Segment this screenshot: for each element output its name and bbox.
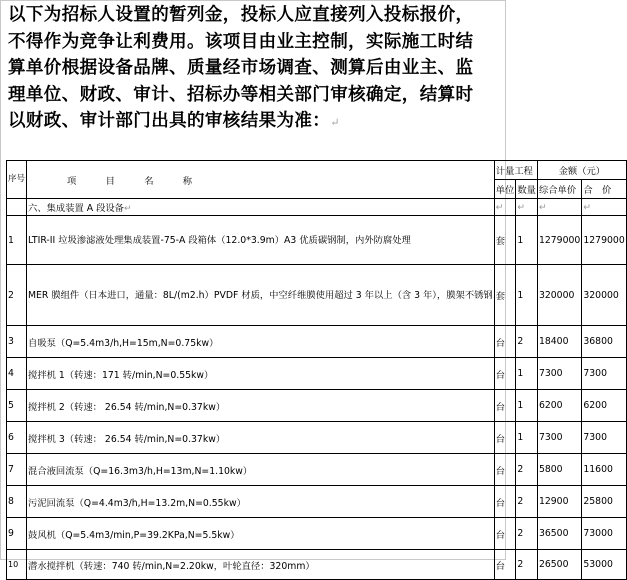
paragraph-line: 以下为招标人设置的暂列金，投标人应直接列入投标报价， (8, 5, 474, 25)
row-no: 8 (7, 486, 27, 518)
paragraph-line: 不得作为竞争让利费用。该项目由业主控制，实际施工时结 (8, 31, 474, 52)
row-total: 53000 (582, 550, 626, 580)
row-unit: 台 (494, 358, 516, 390)
row-name: LTIR-II 垃圾渗滤液处理集成装置-75-A 段箱体（12.0*3.9m）A3 优质碳钢制，内外防腐处理 (27, 216, 495, 265)
row-name: 搅拌机 3（转速： 26.54 转/min,N=0.37kw） (27, 422, 495, 454)
row-qty: 2 (516, 454, 538, 486)
table-row (7, 390, 627, 422)
row-no: 5 (7, 390, 27, 422)
table-row (7, 358, 627, 390)
row-unit-price: 6200 (537, 390, 581, 422)
row-unit-price: 18400 (537, 326, 581, 358)
row-unit: 台 (494, 326, 516, 358)
row-no: 6 (7, 422, 27, 454)
row-name: 搅拌机 1（转速：171 转/min,N=0.55kw） (27, 358, 495, 390)
row-unit-price: 12900 (537, 486, 581, 518)
row-unit: 套 (494, 216, 516, 265)
row-qty: 1 (516, 422, 538, 454)
row-name: 搅拌机 2（转速： 26.54 转/min,N=0.37kw） (27, 390, 495, 422)
row-qty: 1 (516, 216, 538, 265)
row-name: 鼓风机（Q=5.4m3/min,P=39.2KPa,N=5.5kw） (27, 518, 495, 550)
paragraph-line (8, 108, 504, 137)
paragraph-end-mark: ↵ (330, 116, 340, 129)
row-unit: 套 (494, 265, 516, 326)
row-unit-price: 36500 (537, 518, 581, 550)
header-name: 项 目 名 称 (27, 161, 495, 199)
row-unit: 台 (494, 550, 516, 580)
section-empty-cell: ↵ (494, 199, 516, 216)
row-unit-price: 7300 (537, 422, 581, 454)
table-row (7, 265, 627, 326)
row-no: 2 (7, 265, 27, 326)
row-unit: 台 (494, 390, 516, 422)
table-row (7, 518, 627, 550)
row-name: 潜水搅拌机（转速：740 转/min,N=2.20kw，叶轮直径：320mm） (27, 550, 495, 580)
row-total: 11600 (582, 454, 626, 486)
row-unit: 台 (494, 486, 516, 518)
paragraph-line: 理单位、财政、审计、招标办等相关部门审核确定，结算时 (8, 84, 474, 105)
row-unit-price: 1279000 (537, 216, 581, 265)
row-unit: 台 (494, 518, 516, 550)
section-no-cell (7, 199, 27, 216)
row-no: 9 (7, 518, 27, 550)
row-unit-price: 26500 (537, 550, 581, 580)
section-row (7, 199, 627, 216)
row-qty: 1 (516, 265, 538, 326)
table-row (7, 422, 627, 454)
header-qty: 数量 (516, 180, 538, 199)
section-empty-cell: ↵ (516, 199, 538, 216)
section-empty-cell: ↵ (582, 199, 626, 216)
row-unit-price: 7300 (537, 358, 581, 390)
row-qty: 2 (516, 486, 538, 518)
row-unit: 台 (494, 422, 516, 454)
header-amount-group: 金额（元） (537, 161, 626, 180)
row-name: 自吸泵（Q=5.4m3/h,H=15m,N=0.75kw） (27, 326, 495, 358)
section-empty-cell: ↵ (537, 199, 581, 216)
row-name: 污泥回流泵（Q=4.4m3/h,H=13.2m,N=0.55kw） (27, 486, 495, 518)
row-unit-price: 5800 (537, 454, 581, 486)
bill-of-quantities-table (6, 160, 627, 580)
table-row (7, 550, 627, 580)
row-qty: 1 (516, 358, 538, 390)
row-total: 25800 (582, 486, 626, 518)
row-qty: 2 (516, 518, 538, 550)
row-total: 1279000 (582, 216, 626, 265)
table-header-row (7, 161, 627, 180)
row-total: 7300 (582, 358, 626, 390)
row-no: 4 (7, 358, 27, 390)
row-total: 320000 (582, 265, 626, 326)
row-no: 1 (7, 216, 27, 265)
row-unit: 台 (494, 454, 516, 486)
row-qty: 2 (516, 326, 538, 358)
header-unit-price: 综合单价 (537, 180, 581, 199)
row-no: 10 (7, 550, 27, 580)
row-total: 73000 (582, 518, 626, 550)
table-row (7, 326, 627, 358)
paragraph-line: 算单价根据设备品牌、质量经市场调查、测算后由业主、监 (8, 58, 474, 78)
row-qty: 2 (516, 550, 538, 580)
table-row (7, 454, 627, 486)
row-total: 7300 (582, 422, 626, 454)
row-no: 7 (7, 454, 27, 486)
table-row (7, 486, 627, 518)
row-total: 36800 (582, 326, 626, 358)
table-row (7, 216, 627, 265)
header-unit-qty-group: 计量工程 (494, 161, 537, 180)
intro-paragraph (8, 2, 504, 137)
row-no: 3 (7, 326, 27, 358)
header-no: 序号 (7, 161, 27, 199)
section-title: 六、集成装置 A 段设备↵ (27, 199, 495, 216)
row-unit-price: 320000 (537, 265, 581, 326)
row-total: 6200 (582, 390, 626, 422)
row-qty: 1 (516, 390, 538, 422)
paragraph-line-text: 以财政、审计部门出具的审核结果为准： (8, 111, 331, 131)
row-name: MER 膜组件（日本进口，通量：8L/(m2.h）PVDF 材质，中空纤维膜使用超过 3 年以上（含 3 年），膜架不锈钢 (27, 265, 495, 326)
header-total: 合 价 (582, 180, 626, 199)
header-unit: 单位 (494, 180, 516, 199)
row-name: 混合液回流泵（Q=16.3m3/h,H=13m,N=1.10kw） (27, 454, 495, 486)
